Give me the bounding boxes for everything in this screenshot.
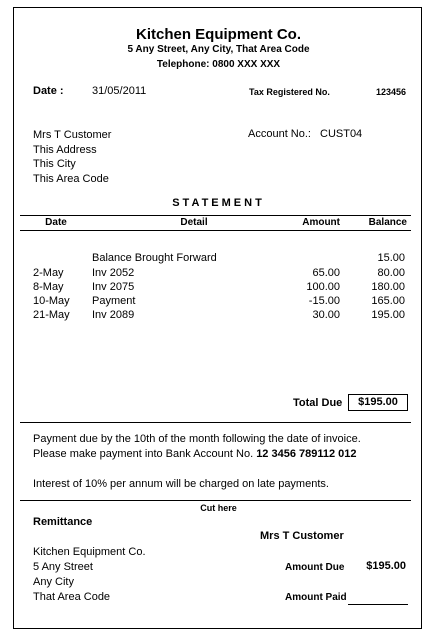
total-due-value: $195.00: [348, 394, 408, 411]
row-detail: Inv 2089: [92, 309, 135, 321]
company-name: Kitchen Equipment Co.: [136, 26, 301, 43]
col-header-date: Date: [45, 217, 67, 228]
tax-label: Tax Registered No.: [249, 87, 330, 97]
bank-account-number: 12 3456 789112 012: [256, 448, 357, 460]
date-label: Date :: [33, 85, 64, 97]
remittance-company-address: [33, 545, 146, 605]
row-balance: 165.00: [371, 295, 405, 307]
statement-title: STATEMENT: [172, 197, 265, 209]
row-date: 21-May: [33, 309, 70, 321]
interest-note: Interest of 10% per annum will be charged on late payments.: [33, 478, 329, 490]
customer-name: Mrs T Customer: [33, 129, 112, 141]
cut-here-label: Cut here: [200, 503, 237, 513]
notes-top-rule: [20, 422, 411, 423]
row-date: 10-May: [33, 295, 70, 307]
row-amount: -15.00: [308, 295, 340, 307]
remittance-title: Remittance: [33, 516, 93, 528]
row-date: 8-May: [33, 281, 64, 293]
remittance-company-name: Kitchen Equipment Co.: [33, 546, 146, 558]
row-detail: Inv 2075: [92, 281, 135, 293]
bank-account-line: [33, 448, 357, 460]
row-date: 2-May: [33, 267, 64, 279]
remittance-customer-name: Mrs T Customer: [260, 530, 344, 542]
total-due-label: Total Due: [293, 397, 343, 409]
col-header-detail: Detail: [180, 217, 208, 228]
customer-address-line: This Address: [33, 143, 97, 156]
remittance-area-code: That Area Code: [33, 591, 111, 603]
amount-due-label: Amount Due: [285, 562, 345, 573]
customer-area-code: This Area Code: [33, 172, 109, 185]
row-balance: 15.00: [377, 252, 405, 264]
amount-paid-label: Amount Paid: [285, 592, 347, 603]
customer-city: This City: [33, 158, 76, 170]
remittance-city: Any City: [33, 576, 74, 588]
row-detail: Balance Brought Forward: [92, 252, 217, 264]
row-amount: 65.00: [312, 267, 340, 279]
row-detail: Inv 2052: [92, 267, 135, 279]
bank-account-prefix: Please make payment into Bank Account No.: [33, 448, 257, 460]
row-amount: 30.00: [312, 309, 340, 321]
customer-address: [33, 128, 111, 186]
col-header-balance: Balance: [368, 217, 407, 228]
row-amount: 100.00: [306, 281, 340, 293]
amount-due-value: $195.00: [366, 560, 406, 572]
row-balance: 80.00: [377, 267, 405, 279]
row-balance: 195.00: [371, 309, 405, 321]
account-value: CUST04: [320, 128, 363, 140]
cut-line: [20, 500, 411, 501]
table-top-rule: [20, 215, 411, 216]
row-balance: 180.00: [371, 281, 405, 293]
table-header-rule: [20, 230, 411, 231]
col-header-amount: Amount: [302, 217, 340, 228]
remittance-street: 5 Any Street: [33, 561, 93, 573]
date-value: 31/05/2011: [92, 85, 147, 97]
tax-value: 123456: [375, 87, 406, 97]
statement-page: [13, 7, 422, 629]
amount-paid-field[interactable]: [348, 604, 408, 605]
company-telephone: Telephone: 0800 XXX XXX: [156, 59, 281, 70]
company-address: 5 Any Street, Any City, That Area Code: [127, 44, 310, 55]
row-detail: Payment: [92, 295, 136, 307]
account-label: Account No.:: [248, 128, 311, 140]
payment-terms: Payment due by the 10th of the month following the date of invoice.: [33, 433, 361, 445]
